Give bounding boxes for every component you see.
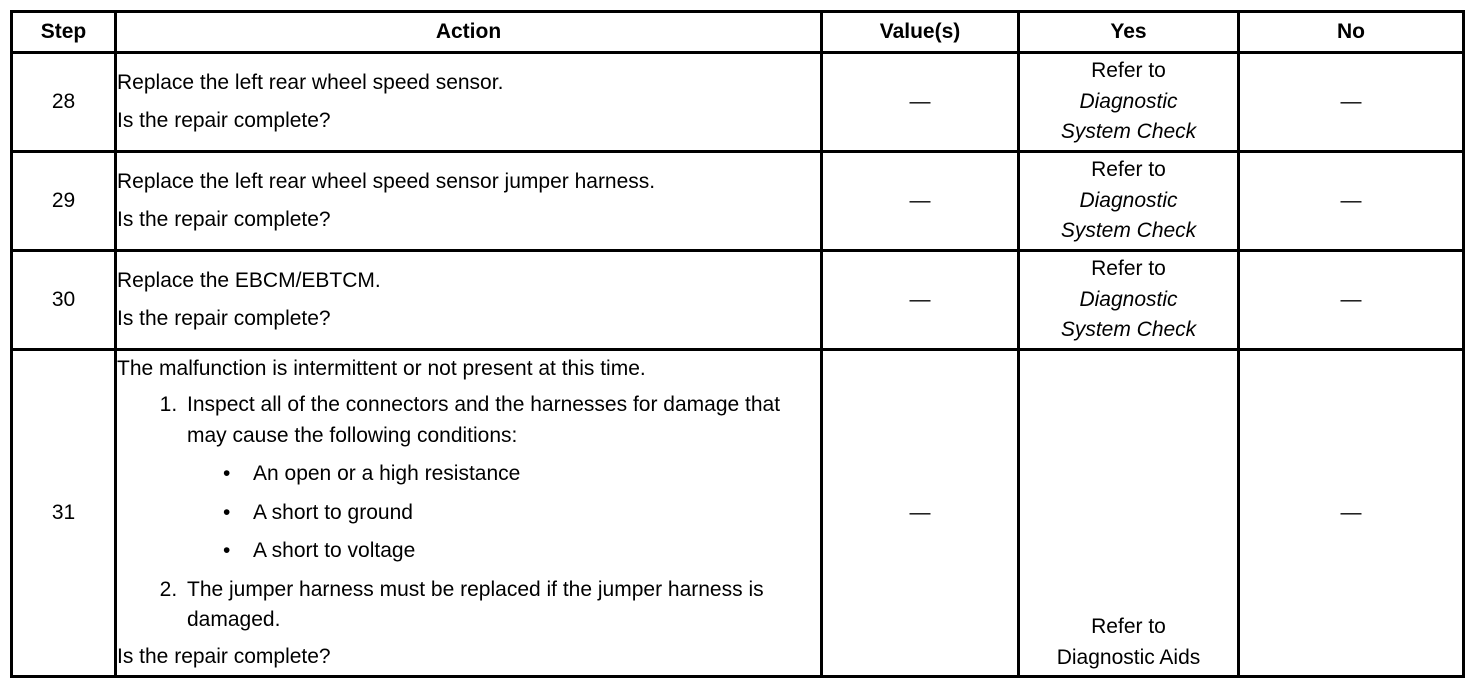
condition-item bbox=[217, 459, 820, 489]
yes-cell bbox=[1019, 251, 1239, 350]
header-action: Action bbox=[116, 12, 822, 53]
action-question: Is the repair complete? bbox=[117, 109, 331, 132]
step-number: 31 bbox=[12, 350, 116, 677]
step-number: 30 bbox=[12, 251, 116, 350]
header-step: Step bbox=[12, 12, 116, 53]
table-row bbox=[12, 350, 1464, 677]
action-cell bbox=[116, 350, 822, 677]
action-cell bbox=[116, 53, 822, 152]
action-question: Is the repair complete? bbox=[117, 644, 331, 668]
yes-cell bbox=[1019, 53, 1239, 152]
condition-list bbox=[187, 459, 820, 566]
value-cell: — bbox=[822, 53, 1019, 152]
action-intro: The malfunction is intermittent or not present at this time. bbox=[117, 357, 646, 381]
yes-target-line2: System Check bbox=[1060, 219, 1197, 243]
no-cell: — bbox=[1239, 53, 1464, 152]
step-number: 28 bbox=[12, 53, 116, 152]
step-number: 29 bbox=[12, 152, 116, 251]
header-value: Value(s) bbox=[822, 12, 1019, 53]
yes-refer: Refer to bbox=[1091, 257, 1166, 281]
yes-cell bbox=[1019, 350, 1239, 677]
yes-target-line1: Diagnostic bbox=[1079, 89, 1178, 113]
action-cell bbox=[116, 152, 822, 251]
no-cell: — bbox=[1239, 251, 1464, 350]
condition-item bbox=[217, 536, 820, 566]
value-cell: — bbox=[822, 152, 1019, 251]
bullet-icon: • bbox=[223, 539, 231, 563]
action-text: Replace the left rear wheel speed sensor. bbox=[117, 70, 504, 94]
value-cell: — bbox=[822, 350, 1019, 677]
value-cell: — bbox=[822, 251, 1019, 350]
table-row bbox=[12, 152, 1464, 251]
condition-item bbox=[217, 498, 820, 528]
condition-text: A short to voltage bbox=[253, 539, 416, 563]
yes-cell bbox=[1019, 152, 1239, 251]
header-yes: Yes bbox=[1019, 12, 1239, 53]
no-cell: — bbox=[1239, 350, 1464, 677]
action-question: Is the repair complete? bbox=[117, 208, 331, 231]
yes-refer: Refer to bbox=[1091, 59, 1166, 83]
numbered-step bbox=[183, 575, 820, 636]
action-cell bbox=[116, 251, 822, 350]
action-text: Replace the left rear wheel speed sensor jumper harness. bbox=[117, 169, 656, 193]
numbered-steps bbox=[117, 390, 820, 635]
yes-target-line2: System Check bbox=[1060, 120, 1197, 144]
diagnostic-table bbox=[10, 10, 1465, 678]
numbered-step-text: The jumper harness must be replaced if the jumper harness is damaged. bbox=[187, 577, 764, 632]
table-row bbox=[12, 53, 1464, 152]
yes-target-line1: Diagnostic bbox=[1079, 287, 1178, 311]
yes-refer: Refer to bbox=[1091, 158, 1166, 182]
no-cell: — bbox=[1239, 152, 1464, 251]
yes-target: Diagnostic Aids bbox=[1056, 645, 1201, 669]
condition-text: A short to ground bbox=[253, 500, 413, 524]
condition-text: An open or a high resistance bbox=[253, 462, 521, 486]
action-question: Is the repair complete? bbox=[117, 307, 331, 330]
yes-target-line2: System Check bbox=[1060, 318, 1197, 342]
action-text: Replace the EBCM/EBTCM. bbox=[117, 268, 381, 292]
header-row bbox=[12, 12, 1464, 53]
numbered-step-text: Inspect all of the connectors and the harnesses for damage that may cause the following conditions: bbox=[187, 393, 781, 447]
yes-refer: Refer to bbox=[1091, 615, 1166, 639]
bullet-icon: • bbox=[223, 500, 231, 524]
table-row bbox=[12, 251, 1464, 350]
yes-target-line1: Diagnostic bbox=[1079, 188, 1178, 212]
numbered-step bbox=[183, 390, 820, 566]
header-no: No bbox=[1239, 12, 1464, 53]
bullet-icon: • bbox=[223, 462, 231, 486]
